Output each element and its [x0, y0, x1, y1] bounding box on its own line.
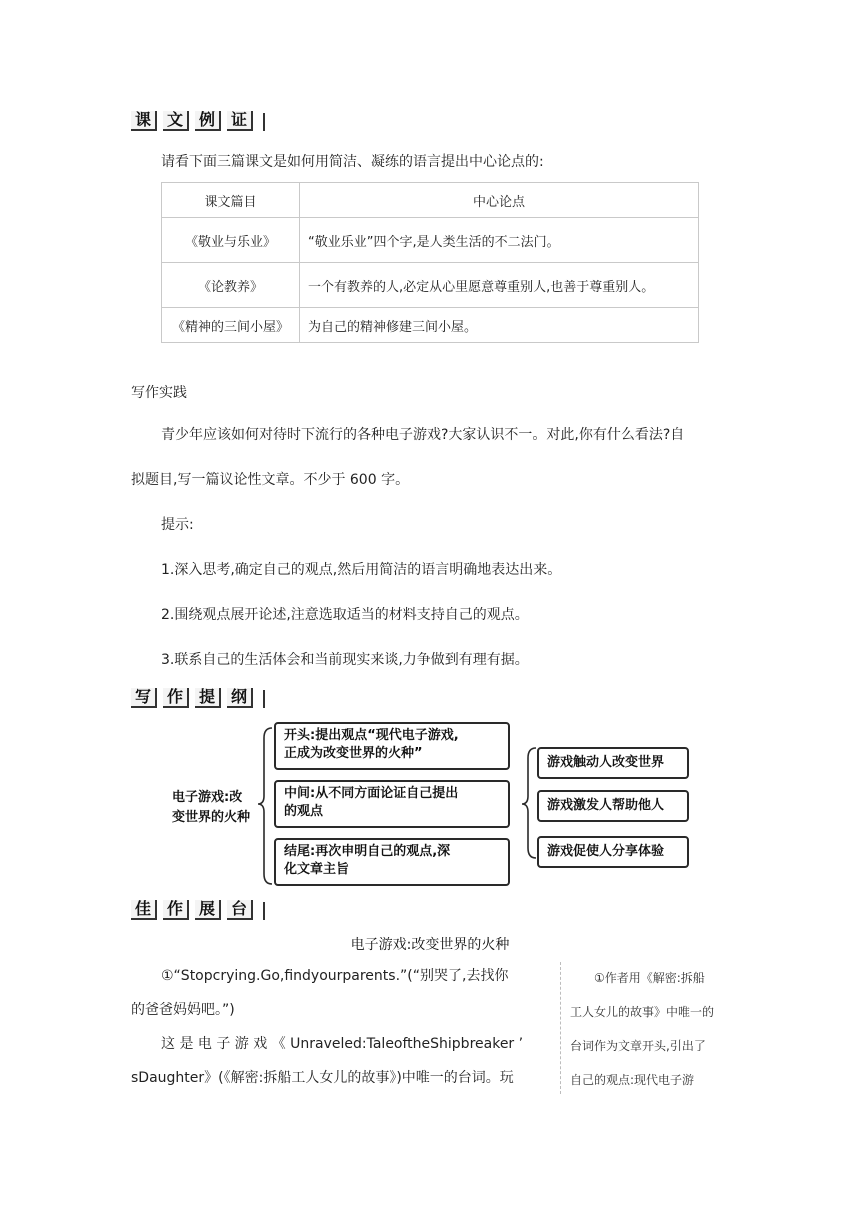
- header-char: 展: [195, 900, 221, 920]
- practice-heading: 写作实践: [131, 385, 187, 401]
- essay-line: 这 是 电 子 游 戏 《 Unraveled:TaleoftheShipbreaker ’: [161, 1036, 524, 1052]
- table-header-row: [162, 183, 699, 218]
- section-header-outline: [131, 688, 268, 708]
- header-char: 证: [227, 111, 253, 131]
- table-cell-thesis: 一个有教养的人,必定从心里愿意尊重别人,也善于尊重别人。: [300, 263, 699, 308]
- diagram-root-line: 电子游戏:改: [172, 790, 243, 805]
- outline-part-line: 的观点: [284, 804, 324, 819]
- outline-diagram: [160, 716, 700, 892]
- table-cell-title: 《精神的三间小屋》: [162, 308, 300, 343]
- essay-line: sDaughter》(《解密:拆船工人女儿的故事》)中唯一的台词。玩: [131, 1070, 514, 1086]
- note-line: 工人女儿的故事》中唯一的: [570, 1005, 715, 1019]
- header-char: 纲: [227, 688, 253, 708]
- header-char: 佳: [131, 900, 157, 920]
- table-cell-title: 《论教养》: [162, 263, 300, 308]
- note-divider: [560, 962, 561, 1094]
- thesis-table: [161, 182, 699, 343]
- tips-label: 提示:: [161, 517, 194, 533]
- section-header-examples: [131, 111, 268, 131]
- tip-item: 2.围绕观点展开论述,注意选取适当的材料支持自己的观点。: [161, 607, 529, 623]
- outline-point: 游戏触动人改变世界: [537, 747, 689, 779]
- outline-point: 游戏激发人帮助他人: [537, 790, 689, 822]
- header-char: 作: [163, 900, 189, 920]
- essay-line: 的爸爸妈妈吧。”): [131, 1002, 235, 1018]
- header-char: 作: [163, 688, 189, 708]
- tip-item: 3.联系自己的生活体会和当前现实来谈,力争做到有理有据。: [161, 652, 529, 668]
- header-char: 台: [227, 900, 253, 920]
- table-cell-thesis: “敬业乐业”四个字,是人类生活的不二法门。: [300, 218, 699, 263]
- table-cell-title: 《敬业与乐业》: [162, 218, 300, 263]
- table-cell-thesis: 为自己的精神修建三间小屋。: [300, 308, 699, 343]
- outline-point: 游戏促使人分享体验: [537, 836, 689, 868]
- header-char: 文: [163, 111, 189, 131]
- essay-line: ①“Stopcrying.Go,findyourparents.”(“别哭了,去找你: [161, 968, 509, 984]
- table-row: [162, 218, 699, 263]
- header-char: 提: [195, 688, 221, 708]
- outline-part-opening: [274, 722, 510, 770]
- note-line: ①作者用《解密:拆船: [594, 971, 705, 985]
- practice-prompt-line1: 青少年应该如何对待时下流行的各种电子游戏?大家认识不一。对此,你有什么看法?自: [161, 427, 685, 443]
- table-header: 中心论点: [300, 183, 699, 218]
- table-row: [162, 263, 699, 308]
- practice-prompt-line2: 拟题目,写一篇议论性文章。不少于 600 字。: [131, 472, 410, 488]
- tip-item: 1.深入思考,确定自己的观点,然后用简洁的语言明确地表达出来。: [161, 562, 562, 578]
- outline-part-ending: [274, 838, 510, 886]
- outline-part-line: 化文章主旨: [284, 862, 350, 877]
- intro-text: 请看下面三篇课文是如何用简洁、凝练的语言提出中心论点的:: [161, 154, 544, 170]
- outline-part-line: 正成为改变世界的火种”: [284, 746, 423, 761]
- section-header-showcase: [131, 900, 268, 920]
- header-char: 写: [131, 688, 157, 708]
- header-char: 例: [195, 111, 221, 131]
- note-line: 台词作为文章开头,引出了: [570, 1039, 706, 1053]
- note-line: 自己的观点:现代电子游: [570, 1073, 695, 1087]
- header-char: 课: [131, 111, 157, 131]
- table-row: [162, 308, 699, 343]
- essay-title: 电子游戏:改变世界的火种: [350, 937, 510, 953]
- table-header: 课文篇目: [162, 183, 300, 218]
- diagram-root-line: 变世界的火种: [172, 810, 251, 825]
- outline-part-line: 结尾:再次申明自己的观点,深: [284, 844, 451, 859]
- outline-part-middle: [274, 780, 510, 828]
- diagram-root: [172, 788, 250, 828]
- outline-part-line: 中间:从不同方面论证自己提出: [284, 786, 459, 801]
- outline-part-line: 开头:提出观点“现代电子游戏,: [284, 728, 459, 743]
